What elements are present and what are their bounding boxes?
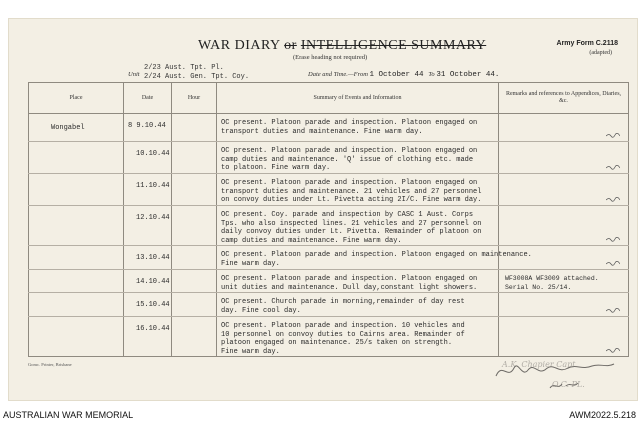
from-date: 1 October 44 xyxy=(369,71,424,79)
column-header-date: Date xyxy=(124,83,172,114)
unit-name xyxy=(144,64,249,82)
column-header-remarks: Remarks and references to Appendices, Diaries, &c. xyxy=(499,83,629,114)
hour-cell xyxy=(172,142,217,174)
hour-cell xyxy=(172,246,217,270)
summary-cell: OC present. Platoon parade and inspection. Platoon engaged on transport duties and maintenance. Fine warm day. xyxy=(217,114,499,142)
remarks-cell xyxy=(499,114,629,142)
table-row xyxy=(29,246,629,270)
column-header-summary: Summary of Events and Information xyxy=(217,83,499,114)
summary-cell: OC present. Platoon parade and inspection. Platoon engaged on camp duties and maintenance. 'Q' issue of clothing etc. made to platoon. Fine warm day. xyxy=(217,142,499,174)
table-header-row xyxy=(29,83,629,114)
to-date: 31 October 44. xyxy=(436,71,500,79)
remarks-cell xyxy=(499,142,629,174)
signature-title: O.C. PL. xyxy=(552,380,585,389)
summary-cell: OC present. Church parade in morning,remainder of day rest day. Fine cool day. xyxy=(217,293,499,317)
remarks-cell xyxy=(499,246,629,270)
to-label: To xyxy=(428,71,435,78)
signature-name: A.K. Chapier Capt xyxy=(502,360,576,369)
table-row xyxy=(29,293,629,317)
place-cell xyxy=(29,206,124,246)
place-cell xyxy=(29,246,124,270)
unit-label: Unit xyxy=(128,71,140,78)
summary-cell: OC present. Platoon parade and inspection. Platoon engaged on unit duties and maintenance. Dull day,constant light showers. xyxy=(217,270,499,293)
place-cell xyxy=(29,142,124,174)
signature-scrawl xyxy=(492,352,622,396)
diary-title xyxy=(198,38,486,54)
erase-heading-note: (Erase heading not required) xyxy=(293,54,368,61)
summary-cell: OC present. Platoon parade and inspection. Platoon engaged on maintenance. Fine warm day. xyxy=(217,246,499,270)
printer-imprint: Gomc. Printer, Brisbane xyxy=(28,362,72,367)
title-or: or xyxy=(284,38,297,53)
summary-cell: OC present. Platoon parade and inspection. 10 vehicles and 10 personnel on convoy duties to Cairns area. Remainder of platoon engaged on maintenance. 25/s taken on strength. Fine warm day. xyxy=(217,317,499,357)
unit-line-1: 2/23 Aust. Tpt. Pl. xyxy=(144,64,224,72)
date-cell: 15.10.44 xyxy=(124,293,172,317)
hour-cell xyxy=(172,293,217,317)
table-row xyxy=(29,317,629,357)
hour-cell xyxy=(172,317,217,357)
table-row xyxy=(29,270,629,293)
date-cell: 13.10.44 xyxy=(124,246,172,270)
column-header-hour: Hour xyxy=(172,83,217,114)
place-cell xyxy=(29,270,124,293)
date-range xyxy=(308,71,499,79)
unit-line-2: 2/24 Aust. Gen. Tpt. Coy. xyxy=(144,73,250,81)
adapted-note: (adapted) xyxy=(589,50,612,56)
table-row xyxy=(29,142,629,174)
diary-table xyxy=(28,82,629,357)
initials-mark xyxy=(606,237,620,242)
hour-cell xyxy=(172,206,217,246)
archive-reference: AWM2022.5.218 xyxy=(569,410,636,420)
archive-name: AUSTRALIAN WAR MEMORIAL xyxy=(3,410,134,420)
remarks-cell xyxy=(499,293,629,317)
title-intelligence-summary: INTELLIGENCE SUMMARY xyxy=(300,38,487,53)
summary-cell: OC present. Coy. parade and inspection by CASC 1 Aust. Corps Tps. who also inspected lines. 21 vehicles and 27 personnel on daily convoy duties under Lt. Pivetta. Remainder of platoon on camp duties and maintenance. Fine warm day. xyxy=(217,206,499,246)
initials-mark xyxy=(606,133,620,138)
date-cell: 11.10.44 xyxy=(124,174,172,206)
place-cell xyxy=(29,317,124,357)
place-cell xyxy=(29,293,124,317)
summary-cell: OC present. Platoon parade and inspection. Platoon engaged on transport duties and maintenance. 21 vehicles and 27 personnel on convoy duties under Lt. Pivetta acting 2I/C. Fine warm day. xyxy=(217,174,499,206)
date-cell: 14.10.44 xyxy=(124,270,172,293)
table-row xyxy=(29,174,629,206)
table-row xyxy=(29,206,629,246)
date-cell: 10.10.44 xyxy=(124,142,172,174)
army-form-number: Army Form C.2118 xyxy=(556,40,618,47)
place-cell: Wongabel xyxy=(29,114,124,142)
hour-cell xyxy=(172,270,217,293)
table-row xyxy=(29,114,629,142)
date-cell: 8 9.10.44 xyxy=(124,114,172,142)
hour-cell xyxy=(172,114,217,142)
place-cell xyxy=(29,174,124,206)
remarks-cell xyxy=(499,174,629,206)
title-war-diary: WAR DIARY xyxy=(198,38,281,53)
initials-mark xyxy=(606,197,620,202)
date-cell: 16.10.44 xyxy=(124,317,172,357)
date-cell: 12.10.44 xyxy=(124,206,172,246)
initials-mark xyxy=(606,308,620,313)
initials-mark xyxy=(606,261,620,266)
hour-cell xyxy=(172,174,217,206)
remarks-cell xyxy=(499,206,629,246)
remarks-cell xyxy=(499,317,629,357)
column-header-place: Place xyxy=(29,83,124,114)
archive-footer xyxy=(0,404,640,423)
remarks-cell: WF3008A WF3009 attached. Serial No. 25/14. xyxy=(499,270,629,293)
date-time-label: Date and Time.—From xyxy=(308,71,368,78)
signature-block xyxy=(492,352,622,402)
initials-mark xyxy=(606,165,620,170)
